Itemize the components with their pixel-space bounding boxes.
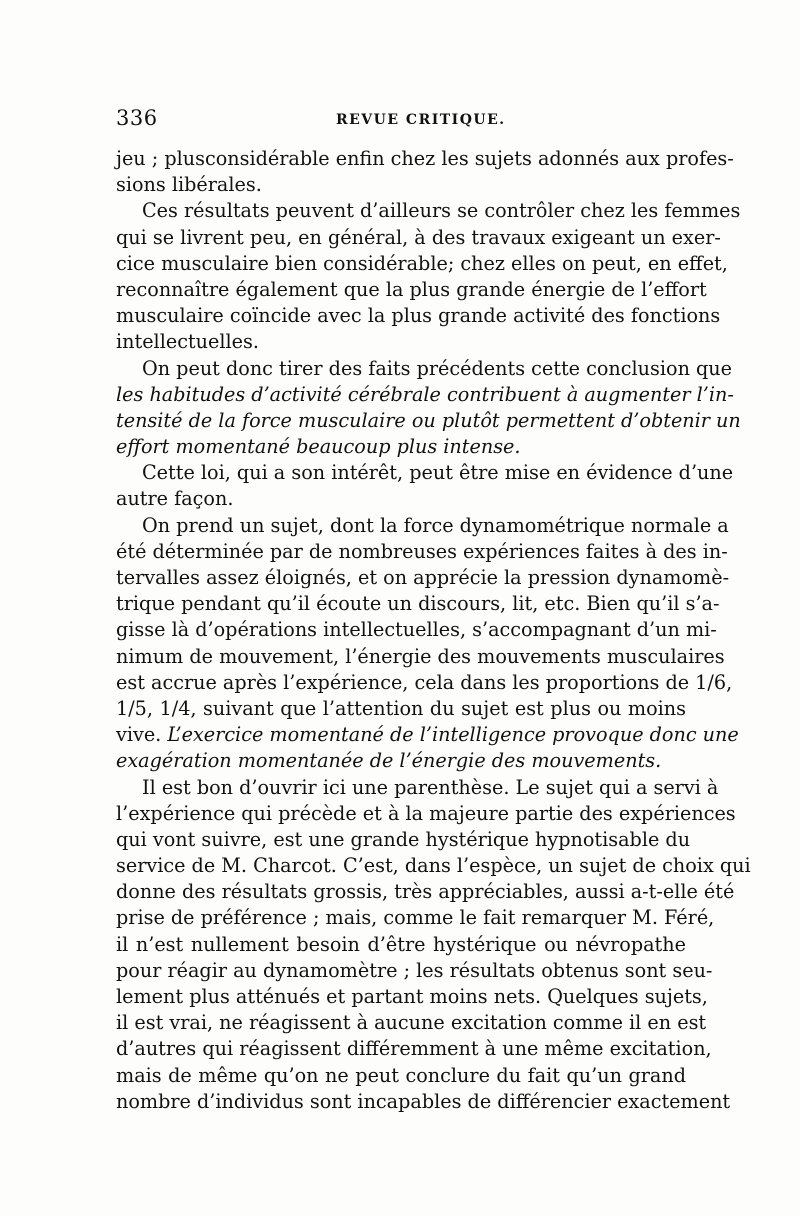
- text-line: qui vont suivre, est une grande hystérique hypnotisable du: [116, 827, 691, 851]
- text-line-italic: L’exercice momentané de l’intelligence provoque donc une: [167, 723, 739, 747]
- text-line: trique pendant qu’il écoute un discours, lit, etc. Bien qu’il s’a-: [116, 592, 720, 616]
- text-line-roman: vive.: [116, 723, 168, 747]
- page-header: [116, 106, 686, 136]
- text-line: cice musculaire bien considérable; chez elles on peut, en effet,: [116, 251, 728, 275]
- text-line: [116, 722, 739, 748]
- text-line: mais de même qu’on ne peut conclure du fait qu’un grand: [116, 1063, 686, 1087]
- text-line: sions libérales.: [116, 173, 262, 197]
- text-line: d’autres qui réagissent différemment à une même excitation,: [116, 1037, 712, 1061]
- text-line: nombre d’individus sont incapables de différencier exactement: [116, 1089, 731, 1113]
- text-line: Ces résultats peuvent d’ailleurs se contrôler chez les femmes: [142, 199, 741, 223]
- text-line: il est vrai, ne réagissent à aucune excitation comme il en est: [116, 1011, 707, 1035]
- text-line: On peut donc tirer des faits précédents cette conclusion que: [142, 356, 733, 380]
- text-line: exagération momentanée de l’énergie des mouvements.: [116, 749, 662, 773]
- text-line: nimum de mouvement, l’énergie des mouvements musculaires: [116, 644, 725, 668]
- text-line: lement plus atténués et partant moins nets. Quelques sujets,: [116, 985, 708, 1008]
- text-line: On prend un sujet, dont la force dynamométrique normale a: [142, 513, 729, 537]
- body-text: [116, 146, 751, 1115]
- page-number: 336: [116, 106, 158, 130]
- text-line: jeu ; plusconsidérable enfin chez les sujets adonnés aux profes-: [116, 147, 734, 170]
- text-line: tensité de la force musculaire ou plutôt permettent d’obtenir un: [116, 408, 741, 432]
- text-line: donne des résultats grossis, très appréciables, aussi a-t-elle été: [116, 880, 735, 904]
- text-line: tervalles assez éloignés, et on apprécie la pression dynamomè-: [116, 566, 730, 589]
- text-line: été déterminée par de nombreuses expériences faites à des in-: [116, 539, 728, 563]
- text-line: les habitudes d’activité cérébrale contribuent à augmenter l’in-: [116, 382, 734, 406]
- text-line: gisse là d’opérations intellectuelles, s’accompagnant d’un mi-: [116, 618, 717, 642]
- text-line: pour réagir au dynamomètre ; les résultats obtenus sont seu-: [116, 958, 713, 982]
- text-line: autre façon.: [116, 487, 234, 511]
- text-line: Il est bon d’ouvrir ici une parenthèse. Le sujet qui a servi à: [142, 775, 719, 799]
- text-line: reconnaître également que la plus grande énergie de l’effort: [116, 277, 707, 301]
- text-line: l’expérience qui précède et à la majeure partie des expériences: [116, 801, 736, 825]
- running-head: REVUE CRITIQUE.: [336, 112, 506, 128]
- text-line: prise de préférence ; mais, comme le fait remarquer M. Féré,: [116, 906, 715, 930]
- text-line: musculaire coïncide avec la plus grande activité des fonctions: [116, 304, 721, 328]
- text-line: est accrue après l’expérience, cela dans les proportions de 1/6,: [116, 670, 733, 694]
- text-line: Cette loi, qui a son intérêt, peut être mise en évidence d’une: [142, 461, 734, 485]
- text-line: service de M. Charcot. C’est, dans l’espèce, un sujet de choix qui: [116, 854, 751, 878]
- text-line: il n’est nullement besoin d’être hystérique ou névropathe: [116, 932, 686, 956]
- text-line: qui se livrent peu, en général, à des travaux exigeant un exer-: [116, 225, 721, 249]
- text-line: intellectuelles.: [116, 330, 259, 354]
- text-line: 1/5, 1/4, suivant que l’attention du sujet est plus ou moins: [116, 696, 686, 720]
- text-line: effort momentané beaucoup plus intense.: [116, 435, 521, 459]
